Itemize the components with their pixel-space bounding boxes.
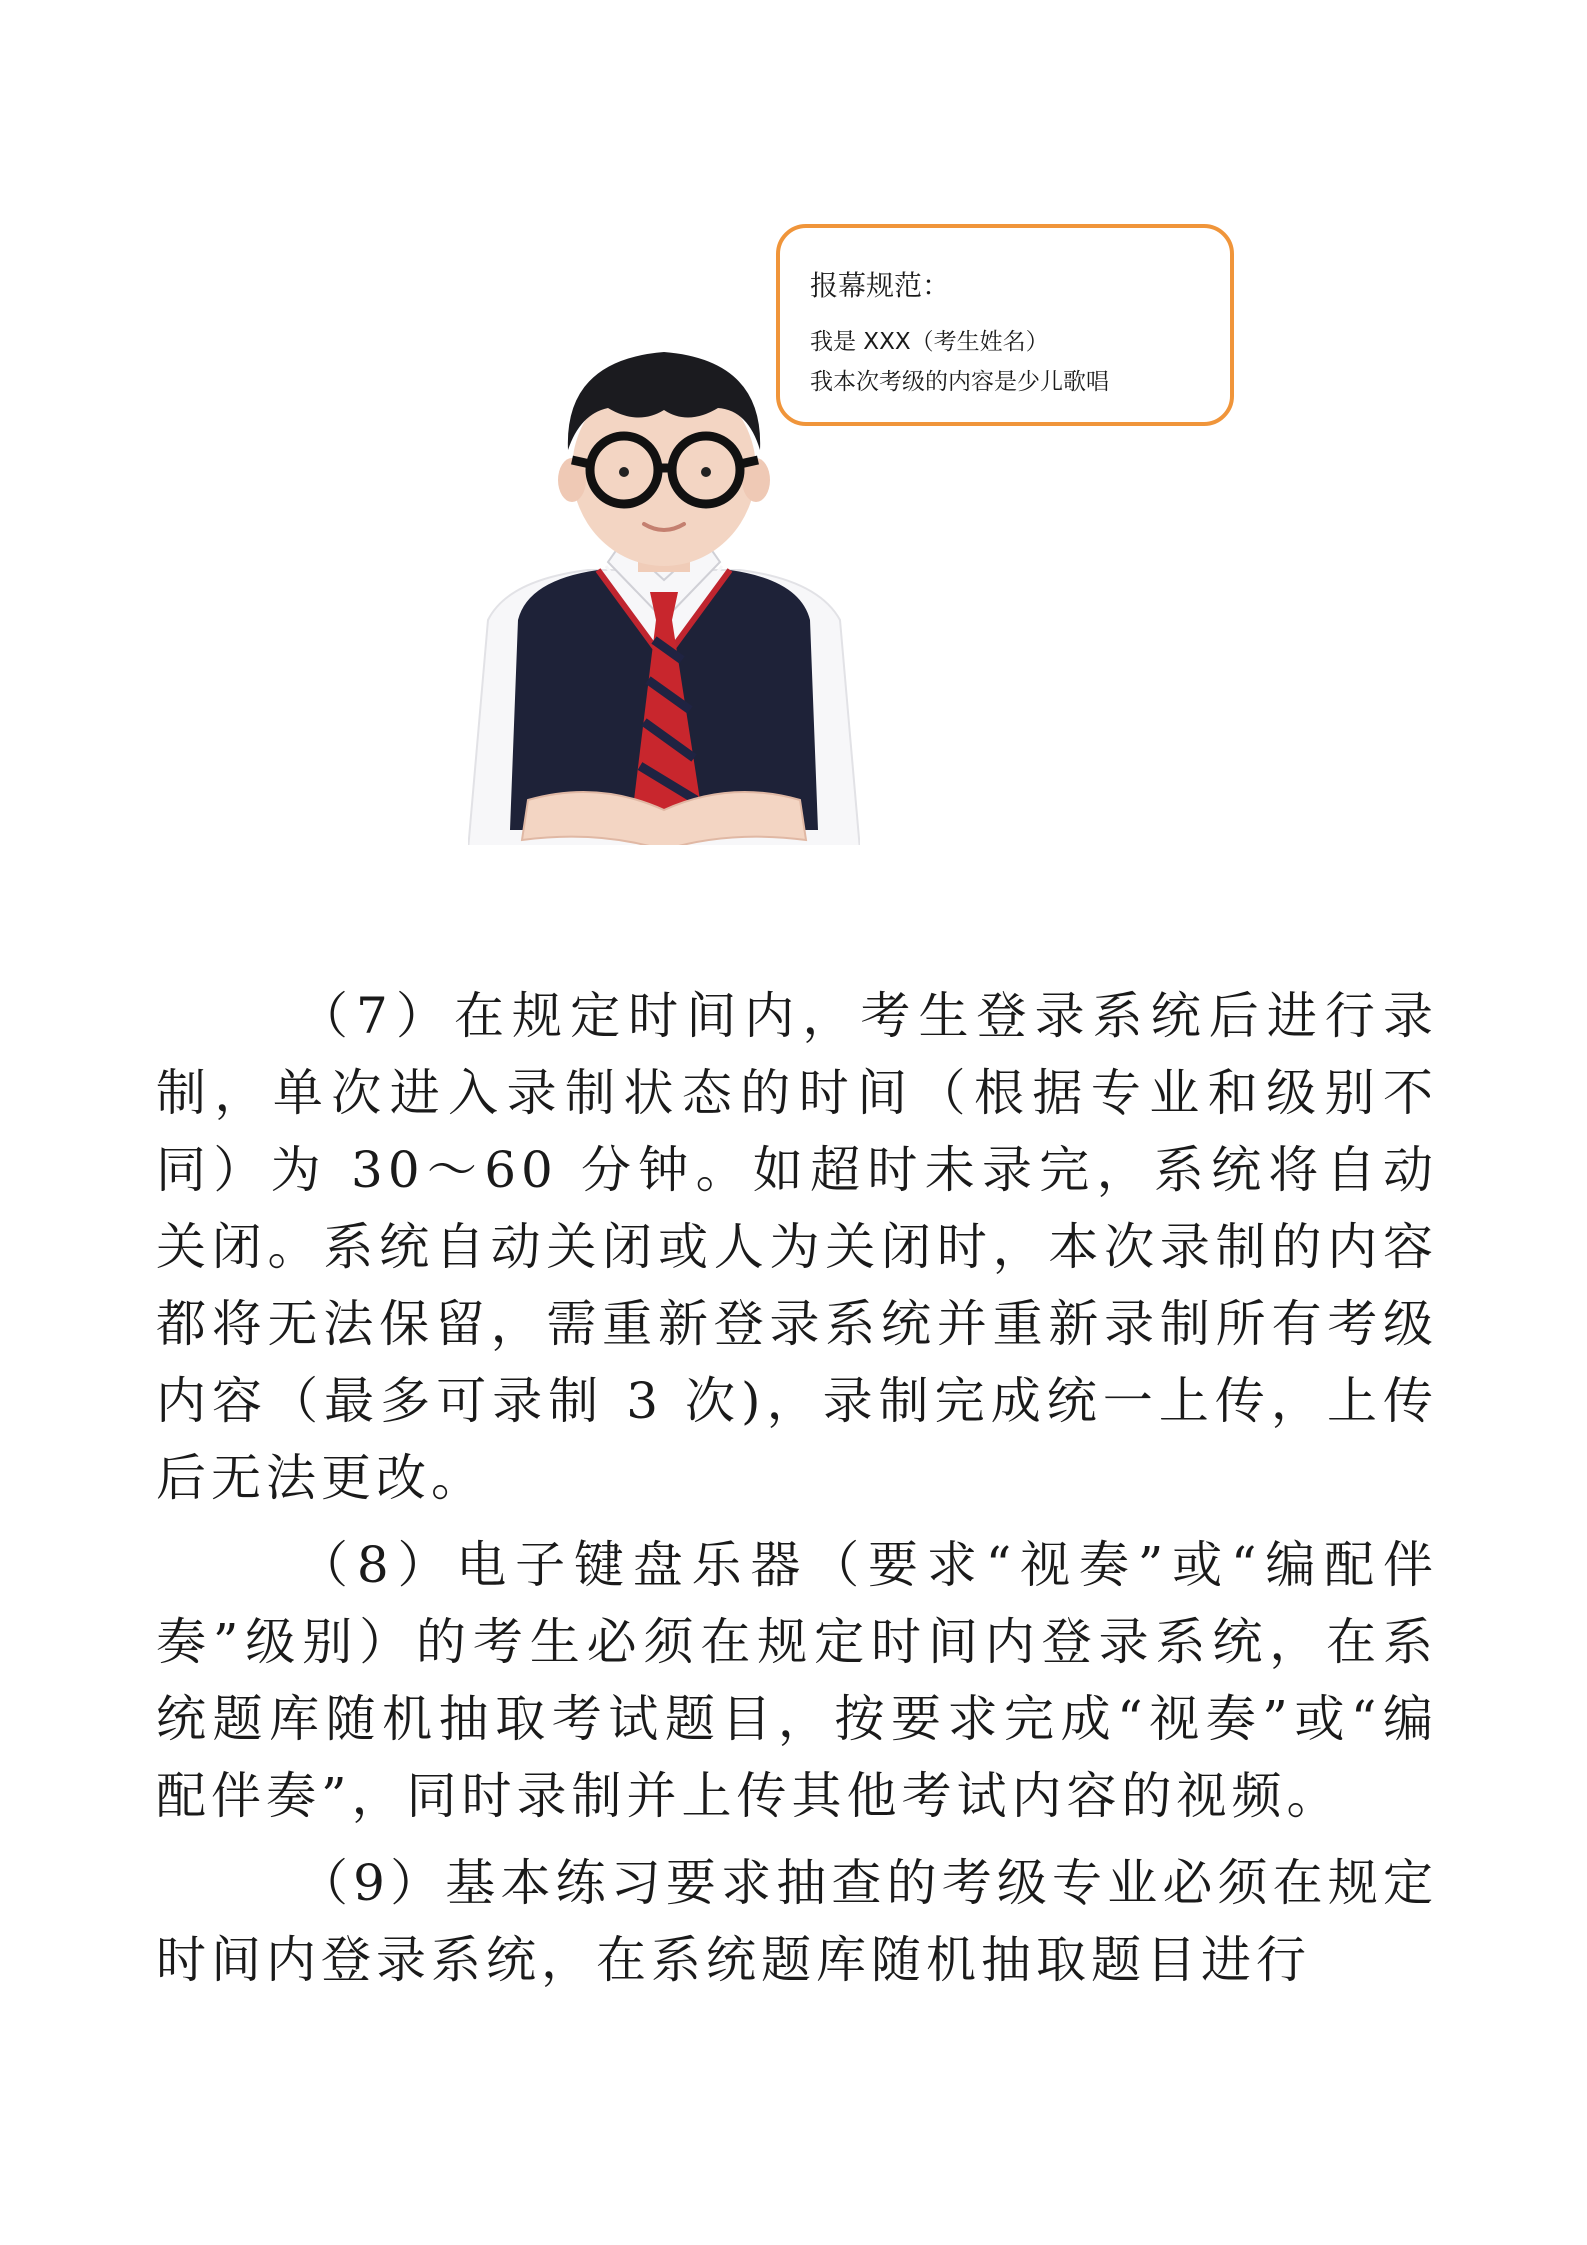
- paragraph-7: （7）在规定时间内，考生登录系统后进行录制，单次进入录制状态的时间（根据专业和级别不同）为 30～60 分钟。如超时未录完，系统将自动关闭。系统自动关闭或人为关闭时，本次录制的内容都将无法保留，需重新登录系统并重新录制所有考级内容（最多可录制 3 次)，录制完成统一上传，上传后无法更改。: [156, 987, 1438, 1507]
- bubble-line-name: 我是 XXX（考生姓名）: [810, 329, 1049, 355]
- bubble-line-content: 我本次考级的内容是少儿歌唱: [810, 369, 1109, 395]
- desk: [468, 845, 860, 905]
- document-body: [156, 978, 1438, 2009]
- bubble-title: 报幕规范：: [810, 269, 951, 302]
- paragraph-8: （8）电子键盘乐器（要求“视奏”或“编配伴奏”级别）的考生必须在规定时间内登录系统，在系统题库随机抽取考试题目，按要求完成“视奏”或“编配伴奏”，同时录制并上传其他考试内容的视频。: [156, 1536, 1438, 1825]
- paragraph-9: （9）基本练习要求抽查的考级专业必须在规定时间内登录系统，在系统题库随机抽取题目进行: [156, 1854, 1438, 1989]
- speech-bubble: [776, 224, 1234, 426]
